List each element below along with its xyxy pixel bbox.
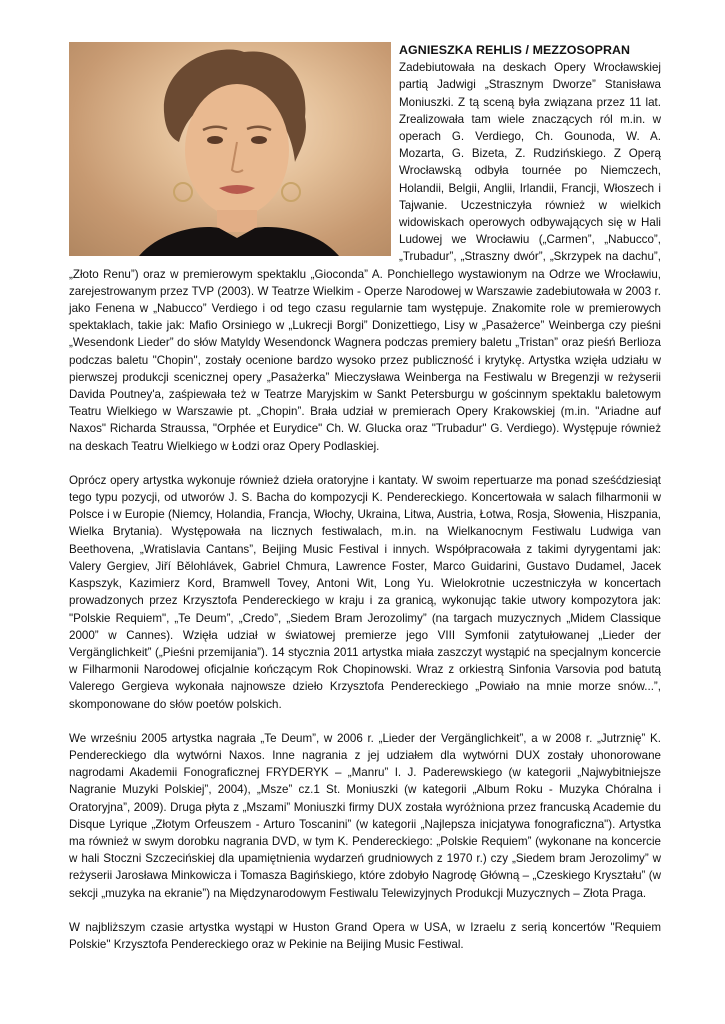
- portrait-photo: [69, 42, 391, 256]
- biography-paragraph-3: We wrześniu 2005 artystka nagrała „Te Deum”, w 2006 r. „Lieder der Vergänglichkeit”, a w 2008 r. „Jutrznię” K. Pendereckiego dla wytwórni Naxos. Inne nagrania z jej udziałem dla wytwórni DUX zostały uhonorowane nagrodami Akademii Fonograficznej FRYDERYK – „Manru” I. J. Paderewskiego (w kategorii „Najwybitniejsze Nagranie Muzyki Polskiej”, 2004), „Msze” cz.1 St. Moniuszki (w kategorii „Album Roku - Muzyka Chóralna i Oratoryjna”, 2009). Druga płyta z „Mszami” Moniuszki firmy DUX została wyróżniona przez francuską Academie du Disque Lyrique „Złotym Orfeuszem - Arturo Toscanini” (w kategorii „Najlepsza inicjatywa fonograficzna"). Artystka ma również w swym dorobku nagrania DVD, w tym K. Pendereckiego: „Polskie Requiem” (wykonane na koncercie w hali Stoczni Szczecińskiej dla upamiętnienia wydarzeń grudniowych z 1970 r.) czy „Siedem bram Jerozolimy” w reżyserii Jarosława Minkowicza i Tomasza Bagińskiego, które zdobyło Nagrodę Główną – „Czeskiego Kryształu” (w sekcji „muzyka na ekranie”) na Międzynarodowym Festiwalu Telewizyjnych Produkcji Muzycznych – Złota Praga.: [69, 731, 661, 900]
- portrait-icon: [69, 42, 391, 256]
- biography-paragraph-4: W najbliższym czasie artystka wystąpi w Huston Grand Opera w USA, w Izraelu z serią koncertów "Requiem Polskie" Krzysztofa Pendereckiego oraz w Pekinie na Beijing Music Festiwal.: [69, 920, 661, 951]
- biography-paragraph-2: Oprócz opery artystka wykonuje również dzieła oratoryjne i kantaty. W swoim repertuarze ma ponad sześćdziesiąt tego typu pozycji, od utworów J. S. Bacha do kompozycji K. Pendereckiego. Koncertowała w salach filharmonii w Polsce i w Europie (Niemcy, Holandia, Francja, Włochy, Ukraina, Litwa, Austria, Łotwa, Rosja, Słowenia, Hiszpania, Wielka Brytania). Występowała na licznych festiwalach, m.in. na Wielkanocnym Festiwalu Ludwiga van Beethovena, „Wratislavia Cantans”, Beijing Music Festival i innych. Współpracowała z takimi dyrygentami jak: Valery Gergiev, Jiří Bělohlávek, Gabriel Chmura, Lawrence Foster, Marco Guidarini, Gustavo Dudamel, Jacek Kaspszyk, Kazimierz Kord, Bramwell Tovey, Antoni Wit, Long Yu. Wielokrotnie uczestniczyła w koncertach prowadzonych przez Krzysztofa Pendereckiego w kraju i za granicą, wykonując takie utwory kompozytora jak: "Polskie Requiem", „Te Deum”, „Credo”, „Siedem Bram Jerozolimy” (na targach muzycznych „Midem Classique 2000” w Cannes). Wzięła udział w światowej premierze jego VIII Symfonii zatytułowanej „Lieder der Vergänglichkeit” („Pieśni przemijania”). 14 stycznia 2011 artystka miała zaszczyt wystąpić na specjalnym koncercie w Filharmonii Narodowej oficjalnie kończącym Rok Chopinowski. Wraz z orkiestrą Sinfonia Varsovia pod batutą Valerego Gergieva wykonała najnowsze dzieło Krzysztofa Pendereckiego „Powiało na mnie morze snów...”, skomponowane do słów poetów polskich.: [69, 473, 661, 711]
- document-content: [69, 42, 661, 970]
- biography-paragraph-1: Zadebiutowała na deskach Opery Wrocławskiej partią Jadwigi „Strasznym Dworze” Stanisława Moniuszki. Z tą sceną była związana przez 11 lat. Zrealizowała tam wiele znaczących ról m.in. w operach G. Verdiego, Ch. Gounoda, W. A. Mozarta, G. Bizeta, Z. Rudzińskiego. Z Operą Wrocławską odbyła tournée po Niemczech, Holandii, Belgii, Anglii, Irlandii, Francji, Włoszech i Tajwanie. Uczestniczyła również w wielkich widowiskach operowych odbywających się w Hali Ludowej we Wrocławiu („Carmen”, „Nabucco”, „Trubadur”, „Straszny dwór”, „Skrzypek na dachu”, „Złoto Renu”) oraz w premierowym spektaklu „Gioconda” A. Ponchiellego wystawionym na Odrze we Wrocławiu, zarejestrowanym przez TVP (2003). W Teatrze Wielkim - Operze Narodowej w Warszawie zadebiutowała w 2003 r. jako Fenena w „Nabucco” Verdiego i od tego czasu regularnie tam występuje. Znakomite role w premierowych spektaklach, takie jak: Mafio Orsiniego w „Lukrecji Borgi” Donizettiego, Lisy w „Pasażerce” Weinberga czy pieśni „Wesendonk Lieder” do słów Matyldy Wesendonck Wagnera podczas premiery baletu „Tristan” oraz pieśń Berlioza podczas baletu "Chopin", zostały ocenione bardzo wysoko przez publiczność i krytykę. Artystka wzięła udziału w pierwszej produkcji scenicznej opery „Pasażerka” Mieczysława Weinberga na Festiwalu w Bregenzji w reżyserii Davida Poutney'a, zaśpiewała też w Teatrze Maryjskim w Sankt Petersburgu w gościnnym spektaklu baletowym Teatru Wielkiego w Warszawie pt. „Chopin”. Brała udział w premierach Opery Krakowskiej (m.in. "Ariadne auf Naxos" Richarda Straussa, "Orphée et Eurydice" Ch. W. Glucka oraz "Trubadur" G. Verdiego). Występuje również na deskach Teatru Wielkiego w Łodzi oraz Opery Podlaskiej.: [69, 61, 661, 453]
- page-title: AGNIESZKA REHLIS / MEZZOSOPRAN: [399, 43, 631, 57]
